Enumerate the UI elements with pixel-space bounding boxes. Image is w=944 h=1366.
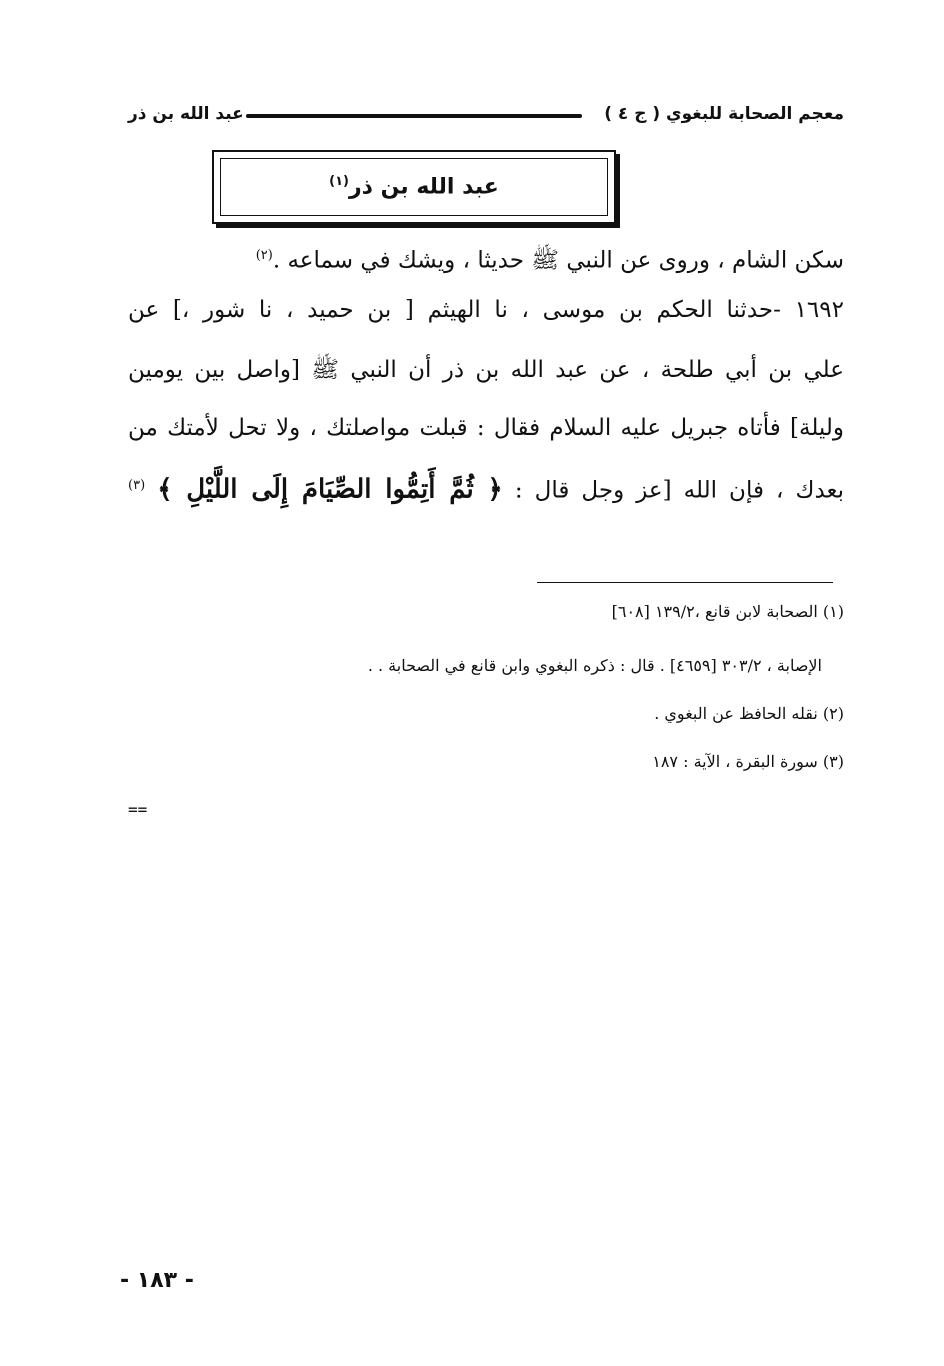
quran-verse: ﴿ ثُمَّ أَتِمُّوا الصِّيَامَ إِلَى اللَّيْلِ ﴾	[157, 474, 503, 505]
body-line-5-text: بعدك ، فإن الله [عز وجل قال :	[514, 477, 845, 504]
header-book-title: معجم الصحابة للبغوي ( ج ٤ )	[604, 104, 844, 124]
title-frame	[220, 158, 608, 216]
footnote-1-continuation: الإصابة ، ٣٠٣/٢ [٤٦٥٩] . قال : ذكره البغوي وابن قانع في الصحابة . .	[367, 656, 822, 675]
header-entry-name: عبد الله بن ذر	[128, 104, 244, 124]
running-header	[128, 98, 844, 134]
body-line-3: علي بن أبي طلحة ، عن عبد الله بن ذر أن النبي ﷺ [واصل بين يومين	[128, 357, 844, 383]
body-line-5	[128, 466, 844, 511]
end-mark: ==	[128, 800, 148, 819]
footnote-3: (٣) سورة البقرة ، الآية : ١٨٧	[652, 752, 844, 771]
entry-title	[329, 174, 499, 199]
body-line-1-ref: (٢)	[255, 248, 273, 263]
footnote-2: (٢) نقله الحافظ عن البغوي .	[654, 704, 844, 723]
header-rule	[246, 114, 582, 118]
body-line-2: ١٦٩٢ -حدثنا الحكم بن موسى ، نا الهيثم [ بن حميد ، نا شور ،] عن	[128, 297, 844, 323]
footnote-1: (١) الصحابة لابن قانع ،١٣٩/٢ [٦٠٨]	[611, 602, 844, 621]
body-line-1	[128, 236, 844, 281]
footnote-separator	[537, 582, 833, 583]
body-line-1-text: سكن الشام ، وروى عن النبي ﷺ حديثا ، ويشك في سماعه .	[272, 247, 844, 274]
body-line-5-ref: (٣)	[128, 478, 146, 493]
page-number: - ١٨٣ -	[120, 1268, 194, 1293]
title-box	[212, 150, 616, 224]
body-line-4: وليلة] فأتاه جبريل عليه السلام فقال : قبلت مواصلتك ، ولا تحل لأمتك من	[128, 415, 844, 441]
title-footnote-ref: (١)	[329, 174, 349, 190]
entry-title-text: عبد الله بن ذر	[349, 174, 499, 200]
